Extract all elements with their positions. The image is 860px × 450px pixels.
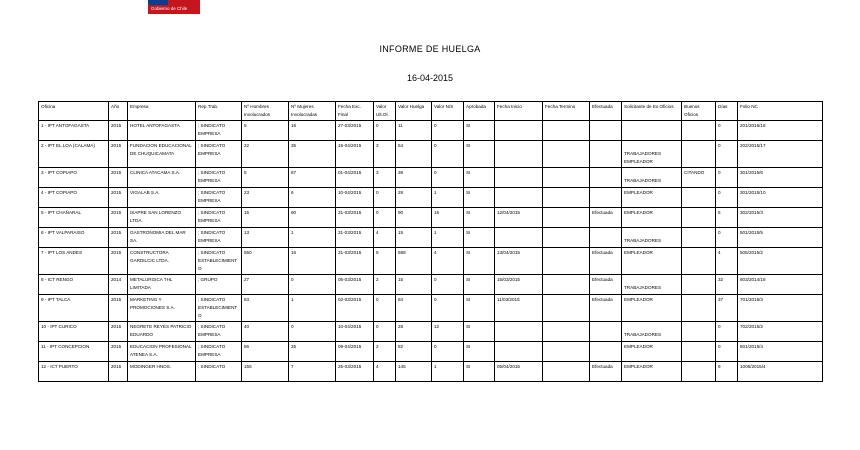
cell-solicitante xyxy=(622,275,682,295)
cell-ult: 0 xyxy=(374,322,396,342)
cell-oficina: 7 - IPT LOS ANDES xyxy=(39,248,109,275)
cell-oficina: 10 - IPT CURICO xyxy=(39,322,109,342)
solicitante-primary: EMPLEADOR xyxy=(624,210,653,215)
cell-fecha-exc: 15-04/2015 xyxy=(336,141,374,168)
cell-buenos xyxy=(682,121,716,141)
cell-dias: 0 xyxy=(716,141,738,168)
cell-efectuada xyxy=(590,141,622,168)
cell-ult: 3 xyxy=(374,168,396,188)
cell-solicitante xyxy=(622,168,682,188)
cell-folio: 301/2015/6 xyxy=(738,168,823,188)
cell-oficina: 12 - ICT PUERTO xyxy=(39,362,109,382)
cell-termino xyxy=(543,248,590,275)
cell-folio: 501/2015/5 xyxy=(738,228,823,248)
column-header: Valor N/S xyxy=(432,102,464,121)
cell-dias: 5 xyxy=(716,208,738,228)
cell-termino xyxy=(543,141,590,168)
cell-buenos xyxy=(682,342,716,362)
cell-anio: 2015 xyxy=(109,362,128,382)
column-header: Aprobada xyxy=(464,102,495,121)
cell-huelga: 82 xyxy=(396,342,432,362)
cell-ns: 1 xyxy=(432,362,464,382)
cell-buenos xyxy=(682,322,716,342)
cell-empresa: HOTEL ANTOFAGASTA xyxy=(128,121,196,141)
cell-solicitante xyxy=(622,228,682,248)
cell-dias: 0 xyxy=(716,342,738,362)
cell-mujeres: 1 xyxy=(289,228,336,248)
cell-ult: 5 xyxy=(374,248,396,275)
cell-hombres: 15 xyxy=(242,208,289,228)
cell-huelga: 28 xyxy=(396,188,432,208)
cell-dias: 0 xyxy=(716,228,738,248)
cell-folio: 302/2015/3 xyxy=(738,208,823,228)
cell-hombres: 27 xyxy=(242,275,289,295)
cell-rep: ; SINDICATO EMPRESA xyxy=(196,208,242,228)
cell-oficina: 11 - IPT CONCEPCION xyxy=(39,342,109,362)
logo-red-block xyxy=(168,0,200,5)
cell-solicitante xyxy=(622,141,682,168)
column-header: Valor Huelga xyxy=(396,102,432,121)
cell-termino xyxy=(543,275,590,295)
cell-empresa: EDUCACION PROFESIONAL ATENEA S.A. xyxy=(128,342,196,362)
column-header: Folio NC xyxy=(738,102,823,121)
cell-anio: 2015 xyxy=(109,342,128,362)
cell-hombres: 13 xyxy=(242,228,289,248)
cell-huelga: 15 xyxy=(396,228,432,248)
cell-folio: 603/2014/18 xyxy=(738,275,823,295)
cell-aprobada: SI xyxy=(464,275,495,295)
cell-folio: 702/2015/2 xyxy=(738,322,823,342)
cell-ns: 4 xyxy=(432,248,464,275)
cell-buenos xyxy=(682,362,716,382)
cell-oficina: 5 - IPT CHAÑARAL xyxy=(39,208,109,228)
cell-anio: 2015 xyxy=(109,208,128,228)
solicitante-primary: EMPLEADOR xyxy=(624,250,653,255)
cell-fecha-exc: 01-04/2015 xyxy=(336,168,374,188)
cell-empresa: CLINICA ATACAMA S.A. xyxy=(128,168,196,188)
cell-hombres: 22 xyxy=(242,141,289,168)
cell-rep: ; SINDICATO ESTABLECIMIENTO xyxy=(196,248,242,275)
table-row xyxy=(39,208,823,228)
cell-oficina: 2 - IPT EL LOA (CALAMA) xyxy=(39,141,109,168)
cell-rep: ; SINDICATO ESTABLECIMIENTO xyxy=(196,295,242,322)
cell-ult: 0 xyxy=(374,188,396,208)
cell-mujeres: 90 xyxy=(289,208,336,228)
cell-ult: 0 xyxy=(374,208,396,228)
cell-fecha-exc: 31-03/2015 xyxy=(336,248,374,275)
cell-anio: 2015 xyxy=(109,168,128,188)
cell-buenos xyxy=(682,295,716,322)
cell-solicitante xyxy=(622,322,682,342)
cell-aprobada: SI xyxy=(464,248,495,275)
cell-efectuada xyxy=(590,188,622,208)
strike-report-table xyxy=(38,101,823,382)
cell-termino xyxy=(543,121,590,141)
cell-aprobada: SI xyxy=(464,168,495,188)
cell-dias: 0 xyxy=(716,322,738,342)
cell-mujeres: 16 xyxy=(289,121,336,141)
solicitante-secondary: TRABAJADORES xyxy=(624,238,662,243)
cell-empresa: ISAPRE SAN LORENZO LTDA. xyxy=(128,208,196,228)
solicitante-primary: EMPLEADOR xyxy=(624,344,653,349)
cell-termino xyxy=(543,208,590,228)
cell-solicitante xyxy=(622,295,682,322)
cell-huelga: 28 xyxy=(396,322,432,342)
cell-aprobada: SI xyxy=(464,188,495,208)
table-header-row xyxy=(39,102,823,121)
cell-huelga: 15 xyxy=(396,275,432,295)
cell-fecha-exc: 31-03/2015 xyxy=(336,208,374,228)
cell-fecha-exc: 02-03/2015 xyxy=(336,295,374,322)
solicitante-secondary: TRABAJADORES xyxy=(624,285,662,290)
cell-dias: 37 xyxy=(716,295,738,322)
cell-ult: 0 xyxy=(374,121,396,141)
cell-rep: ; SINDICATO EMPRESA xyxy=(196,228,242,248)
column-header: Rep.Trab. xyxy=(196,102,242,121)
cell-efectuada: Efectuada xyxy=(590,248,622,275)
cell-buenos xyxy=(682,228,716,248)
cell-anio: 2015 xyxy=(109,188,128,208)
cell-termino xyxy=(543,228,590,248)
table-row xyxy=(39,342,823,362)
cell-termino xyxy=(543,322,590,342)
column-header: Solicitante de Ex.Oficios xyxy=(622,102,682,121)
cell-hombres: 155 xyxy=(242,362,289,382)
cell-termino xyxy=(543,295,590,322)
cell-folio: 505/2015/2 xyxy=(738,248,823,275)
cell-fecha-exc: 25-03/2015 xyxy=(336,362,374,382)
cell-fecha-exc: 10-04/2015 xyxy=(336,322,374,342)
cell-termino xyxy=(543,342,590,362)
cell-anio: 2015 xyxy=(109,121,128,141)
logo-text: Gobierno de Chile xyxy=(151,6,188,11)
cell-ult: 4 xyxy=(374,362,396,382)
cell-folio: 201/2015/18 xyxy=(738,121,823,141)
table-row xyxy=(39,141,823,168)
cell-mujeres: 7 xyxy=(289,362,336,382)
solicitante-primary: EMPLEADOR xyxy=(624,297,653,302)
cell-anio: 2015 xyxy=(109,228,128,248)
cell-rep: ; SINDICATO EMPRESA xyxy=(196,188,242,208)
cell-inicio xyxy=(495,168,543,188)
report-title: INFORME DE HUELGA xyxy=(379,44,481,54)
cell-aprobada: SI xyxy=(464,121,495,141)
table-row xyxy=(39,121,823,141)
cell-solicitante xyxy=(622,121,682,141)
cell-efectuada xyxy=(590,322,622,342)
column-header: Oficina xyxy=(39,102,109,121)
solicitante-secondary: TRABAJADORES xyxy=(624,332,662,337)
cell-dias: 0 xyxy=(716,121,738,141)
cell-mujeres: 35 xyxy=(289,141,336,168)
cell-ns: 0 xyxy=(432,141,464,168)
table-row xyxy=(39,248,823,275)
cell-inicio: 12/04/2015 xyxy=(495,208,543,228)
cell-hombres: 83 xyxy=(242,295,289,322)
cell-ns: 0 xyxy=(432,342,464,362)
cell-ns: 15 xyxy=(432,208,464,228)
cell-ult: 2 xyxy=(374,275,396,295)
cell-oficina: 4 - IPT COPIAPO xyxy=(39,188,109,208)
cell-ns: 1 xyxy=(432,188,464,208)
column-header: Nº Hombres Involucrados xyxy=(242,102,289,121)
cell-hombres: 40 xyxy=(242,322,289,342)
cell-folio: 301/2015/10 xyxy=(738,188,823,208)
cell-buenos xyxy=(682,188,716,208)
cell-solicitante xyxy=(622,188,682,208)
cell-inicio xyxy=(495,228,543,248)
cell-inicio: 11/03/2015 xyxy=(495,295,543,322)
cell-anio: 2015 xyxy=(109,248,128,275)
cell-dias: 9 xyxy=(716,362,738,382)
cell-efectuada: Efectuada xyxy=(590,362,622,382)
cell-folio: 1005/2015/4 xyxy=(738,362,823,382)
cell-inicio xyxy=(495,188,543,208)
logo-blue-block xyxy=(148,0,168,5)
cell-folio: 202/2015/17 xyxy=(738,141,823,168)
cell-huelga: 588 xyxy=(396,248,432,275)
cell-inicio: 05/04/2015 xyxy=(495,362,543,382)
column-header: Días xyxy=(716,102,738,121)
cell-anio: 2015 xyxy=(109,322,128,342)
table-row xyxy=(39,168,823,188)
cell-solicitante xyxy=(622,248,682,275)
cell-rep: ; SINDICATO EMPRESA xyxy=(196,121,242,141)
cell-ult: 4 xyxy=(374,228,396,248)
cell-ns: 0 xyxy=(432,275,464,295)
cell-empresa: CONSTRUCTORA GARDILCIC LTDA. xyxy=(128,248,196,275)
column-header: Valor Ult.Ol. xyxy=(374,102,396,121)
cell-ns: 0 xyxy=(432,295,464,322)
cell-huelga: 11 xyxy=(396,121,432,141)
cell-fecha-exc: 27-03/2015 xyxy=(336,121,374,141)
cell-aprobada: SI xyxy=(464,141,495,168)
cell-efectuada xyxy=(590,168,622,188)
gobierno-de-chile-logo xyxy=(148,0,200,14)
cell-rep: ; SINDICATO EMPRESA xyxy=(196,168,242,188)
cell-inicio xyxy=(495,322,543,342)
cell-fecha-exc: 05-03/2015 xyxy=(336,275,374,295)
cell-dias: 32 xyxy=(716,275,738,295)
cell-aprobada: SI xyxy=(464,295,495,322)
cell-hombres: 23 xyxy=(242,188,289,208)
cell-hombres: 5 xyxy=(242,168,289,188)
cell-fecha-exc: 31-03/2015 xyxy=(336,228,374,248)
cell-oficina: 6 - IPT VALPARAISO xyxy=(39,228,109,248)
cell-dias: 0 xyxy=(716,168,738,188)
cell-huelga: 145 xyxy=(396,362,432,382)
cell-buenos xyxy=(682,208,716,228)
solicitante-secondary: TRABAJADORES EMPLEADOR xyxy=(624,151,662,164)
cell-aprobada: SI xyxy=(464,342,495,362)
cell-folio: 801/2015/4 xyxy=(738,342,823,362)
cell-mujeres: 1 xyxy=(289,295,336,322)
cell-inicio xyxy=(495,121,543,141)
cell-buenos xyxy=(682,248,716,275)
cell-hombres: 5 xyxy=(242,121,289,141)
solicitante-primary: EMPLEADOR xyxy=(624,364,653,369)
cell-ult: 2 xyxy=(374,342,396,362)
table-body xyxy=(39,121,823,382)
column-header: Fecha Inicio xyxy=(495,102,543,121)
cell-mujeres: 0 xyxy=(289,275,336,295)
cell-buenos xyxy=(682,141,716,168)
table-row xyxy=(39,275,823,295)
cell-inicio xyxy=(495,141,543,168)
table-row xyxy=(39,295,823,322)
cell-termino xyxy=(543,168,590,188)
cell-efectuada xyxy=(590,228,622,248)
cell-folio: 701/2015/3 xyxy=(738,295,823,322)
cell-inicio xyxy=(495,342,543,362)
cell-buenos xyxy=(682,275,716,295)
cell-solicitante xyxy=(622,342,682,362)
cell-rep: ; SINDICATO EMPRESA xyxy=(196,342,242,362)
cell-termino xyxy=(543,188,590,208)
cell-oficina: 9 - IPT TALCA xyxy=(39,295,109,322)
cell-huelga: 38 xyxy=(396,168,432,188)
cell-mujeres: 16 xyxy=(289,248,336,275)
column-header: Nº Mujeres Involucradas xyxy=(289,102,336,121)
cell-rep: ; SINDICATO EMPRESA xyxy=(196,141,242,168)
cell-mujeres: 87 xyxy=(289,168,336,188)
cell-efectuada: Efectuada xyxy=(590,208,622,228)
cell-mujeres: 26 xyxy=(289,342,336,362)
cell-anio: 2014 xyxy=(109,275,128,295)
table-row xyxy=(39,188,823,208)
report-date: 16-04-2015 xyxy=(406,73,454,83)
cell-rep: ; SINDICATO EMPRESA xyxy=(196,322,242,342)
cell-efectuada xyxy=(590,121,622,141)
column-header: Fecha Exc. Final xyxy=(336,102,374,121)
column-header: Buenos Oficios xyxy=(682,102,716,121)
cell-empresa: MARKETING Y PROMOCIONES S.A. xyxy=(128,295,196,322)
cell-empresa: METALURGICA THL LIMITADA xyxy=(128,275,196,295)
cell-empresa: NEGRETE REYES PATRICIO EDUARDO xyxy=(128,322,196,342)
cell-dias: 4 xyxy=(716,248,738,275)
cell-rep: ; SINDICATO xyxy=(196,362,242,382)
column-header: Año xyxy=(109,102,128,121)
cell-huelga: 84 xyxy=(396,295,432,322)
cell-termino xyxy=(543,362,590,382)
cell-fecha-exc: 09-04/2015 xyxy=(336,342,374,362)
column-header: Empresa xyxy=(128,102,196,121)
solicitante-secondary: TRABAJADORES xyxy=(624,178,662,183)
cell-ns: 12 xyxy=(432,322,464,342)
cell-empresa: FUNDACION EDUCACIONAL DE CHUQUICAMATA xyxy=(128,141,196,168)
table-row xyxy=(39,322,823,342)
cell-hombres: 550 xyxy=(242,248,289,275)
cell-ns: 0 xyxy=(432,168,464,188)
cell-oficina: 8 - ICT RENGO xyxy=(39,275,109,295)
cell-efectuada: Efectuada xyxy=(590,275,622,295)
cell-fecha-exc: 10-04/2015 xyxy=(336,188,374,208)
cell-aprobada: SI xyxy=(464,208,495,228)
cell-ns: 1 xyxy=(432,228,464,248)
cell-solicitante xyxy=(622,208,682,228)
cell-inicio: 13/04/2015 xyxy=(495,248,543,275)
cell-ult: 3 xyxy=(374,141,396,168)
cell-oficina: 1 - IPT ANTOFAGASTA xyxy=(39,121,109,141)
solicitante-primary: EMPLEADOR xyxy=(624,190,653,195)
cell-empresa: VIGALAB S.A. xyxy=(128,188,196,208)
cell-ult: 0 xyxy=(374,295,396,322)
cell-oficina: 3 - IPT COPIAPO xyxy=(39,168,109,188)
cell-efectuada: Efectuada xyxy=(590,295,622,322)
cell-solicitante xyxy=(622,362,682,382)
cell-mujeres: 6 xyxy=(289,188,336,208)
table-row xyxy=(39,228,823,248)
cell-anio: 2015 xyxy=(109,295,128,322)
column-header: Efectuada xyxy=(590,102,622,121)
table-row xyxy=(39,362,823,382)
cell-empresa: MODINGER HNOS. xyxy=(128,362,196,382)
cell-rep: ; GRUPO xyxy=(196,275,242,295)
cell-efectuada xyxy=(590,342,622,362)
cell-buenos: CITANDO xyxy=(682,168,716,188)
cell-inicio: 15/03/2015 xyxy=(495,275,543,295)
cell-mujeres: 0 xyxy=(289,322,336,342)
cell-empresa: GASTRONOMIA DEL MAR SA. xyxy=(128,228,196,248)
cell-aprobada: SI xyxy=(464,322,495,342)
cell-hombres: 56 xyxy=(242,342,289,362)
cell-aprobada: SI xyxy=(464,228,495,248)
cell-anio: 2015 xyxy=(109,141,128,168)
cell-huelga: 54 xyxy=(396,141,432,168)
column-header: Fecha Termino xyxy=(543,102,590,121)
cell-huelga: 90 xyxy=(396,208,432,228)
cell-ns: 0 xyxy=(432,121,464,141)
cell-dias: 0 xyxy=(716,188,738,208)
cell-aprobada: SI xyxy=(464,362,495,382)
